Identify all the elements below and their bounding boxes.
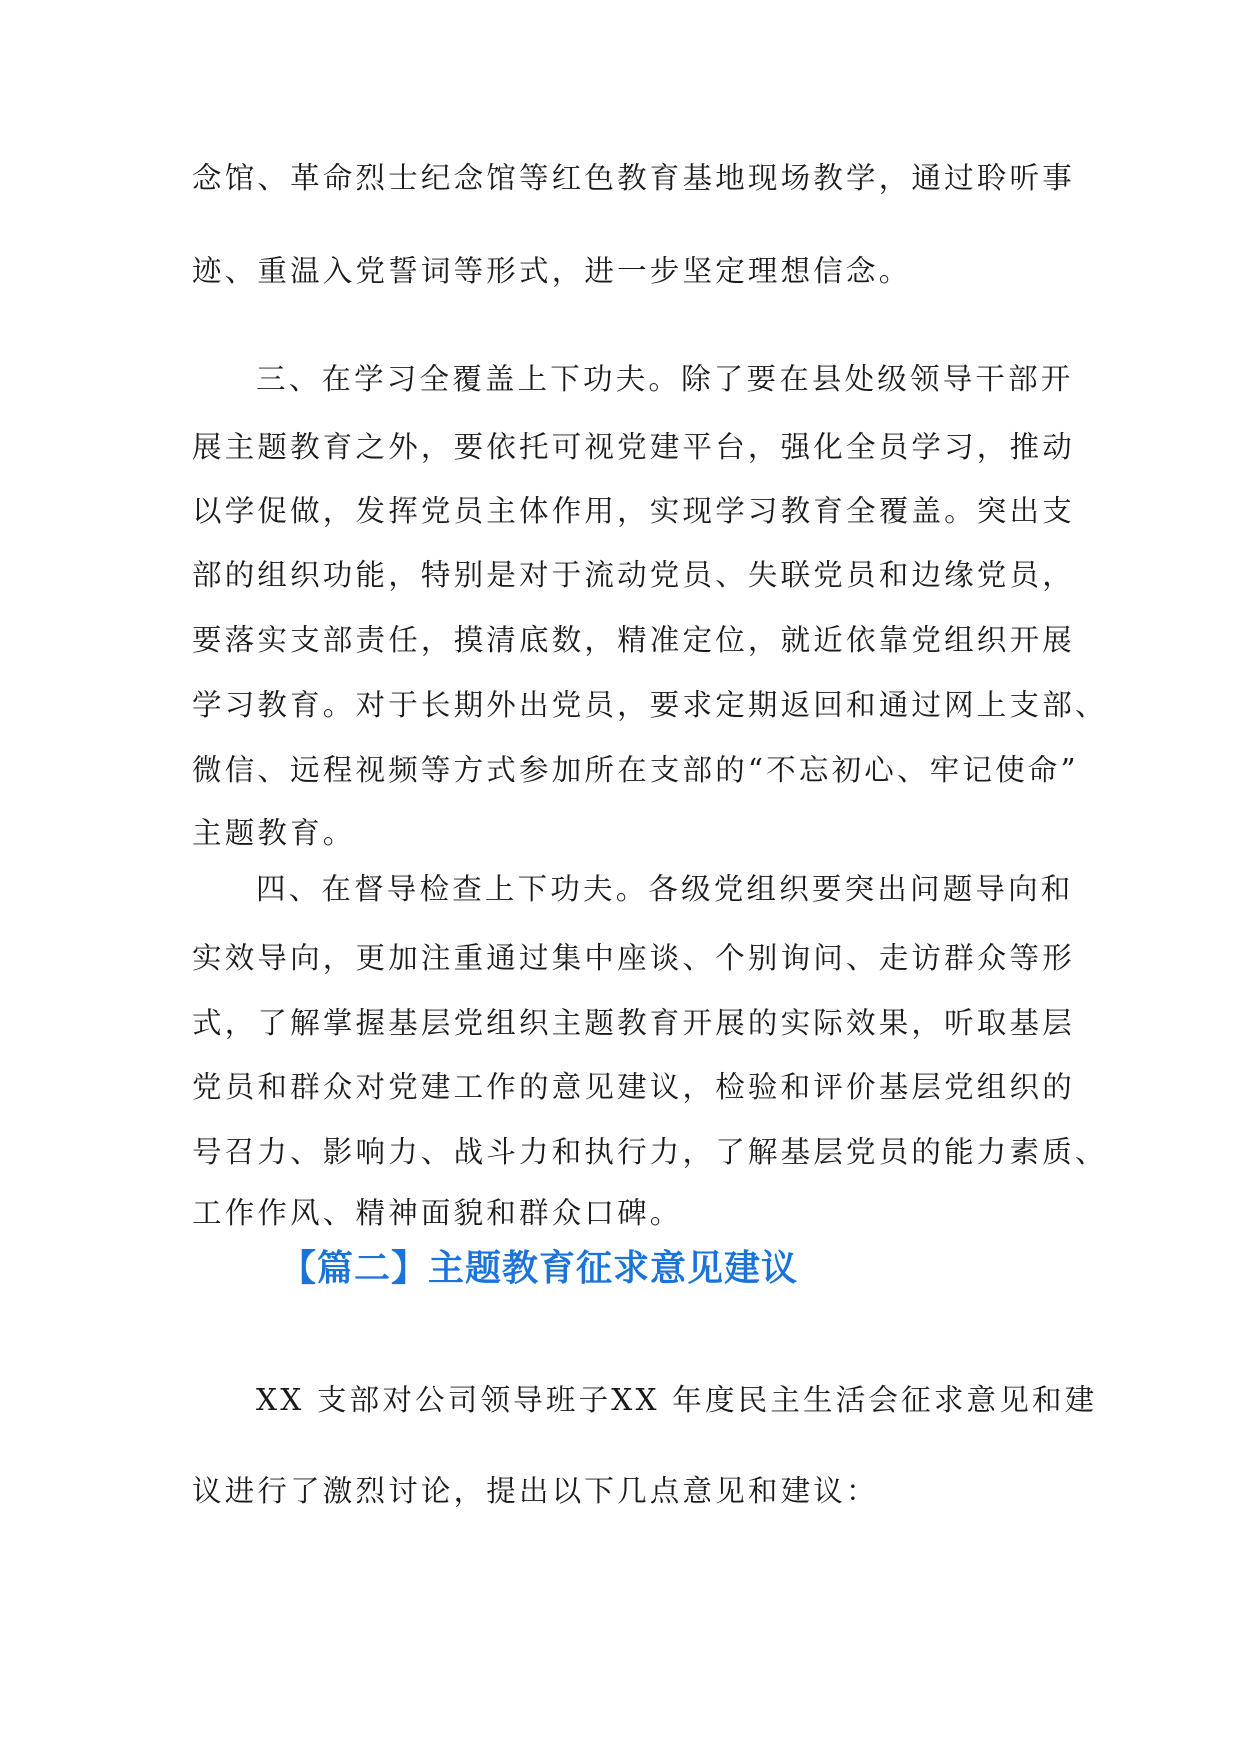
paragraph-line: 主题教育。 — [192, 816, 356, 850]
section-heading: 【篇二】主题教育征求意见建议 — [280, 1248, 799, 1289]
paragraph-line: 以学促做，发挥党员主体作用，实现学习教育全覆盖。突出支 — [192, 494, 1075, 528]
paragraph-line: 要落实支部责任，摸清底数，精准定位，就近依靠党组织开展 — [192, 623, 1075, 657]
paragraph-line: XX 支部对公司领导班子XX 年度民主生活会征求意见和建 — [256, 1383, 1098, 1417]
paragraph-line: 学习教育。对于长期外出党员，要求定期返回和通过网上支部、 — [192, 688, 1108, 722]
paragraph-line: 三、在学习全覆盖上下功夫。除了要在县处级领导干部开 — [256, 362, 1074, 396]
paragraph-line: 部的组织功能，特别是对于流动党员、失联党员和边缘党员， — [192, 558, 1075, 592]
paragraph-line: 号召力、影响力、战斗力和执行力，了解基层党员的能力素质、 — [192, 1135, 1108, 1169]
paragraph-line: 实效导向，更加注重通过集中座谈、个别询问、走访群众等形 — [192, 941, 1075, 975]
paragraph-line: 展主题教育之外，要依托可视党建平台，强化全员学习，推动 — [192, 430, 1075, 464]
paragraph-line: 议进行了激烈讨论，提出以下几点意见和建议： — [192, 1474, 879, 1508]
paragraph-line: 式，了解掌握基层党组织主题教育开展的实际效果，听取基层 — [192, 1006, 1075, 1040]
paragraph-line: 工作作风、精神面貌和群众口碑。 — [192, 1196, 683, 1230]
paragraph-line: 四、在督导检查上下功夫。各级党组织要突出问题导向和 — [256, 872, 1074, 906]
paragraph-line: 党员和群众对党建工作的意见建议，检验和评价基层党组织的 — [192, 1070, 1075, 1104]
paragraph-line: 微信、远程视频等方式参加所在支部的“不忘初心、牢记使命” — [192, 753, 1079, 787]
paragraph-line: 迹、重温入党誓词等形式，进一步坚定理想信念。 — [192, 254, 912, 288]
paragraph-line: 念馆、革命烈士纪念馆等红色教育基地现场教学，通过聆听事 — [192, 161, 1075, 195]
